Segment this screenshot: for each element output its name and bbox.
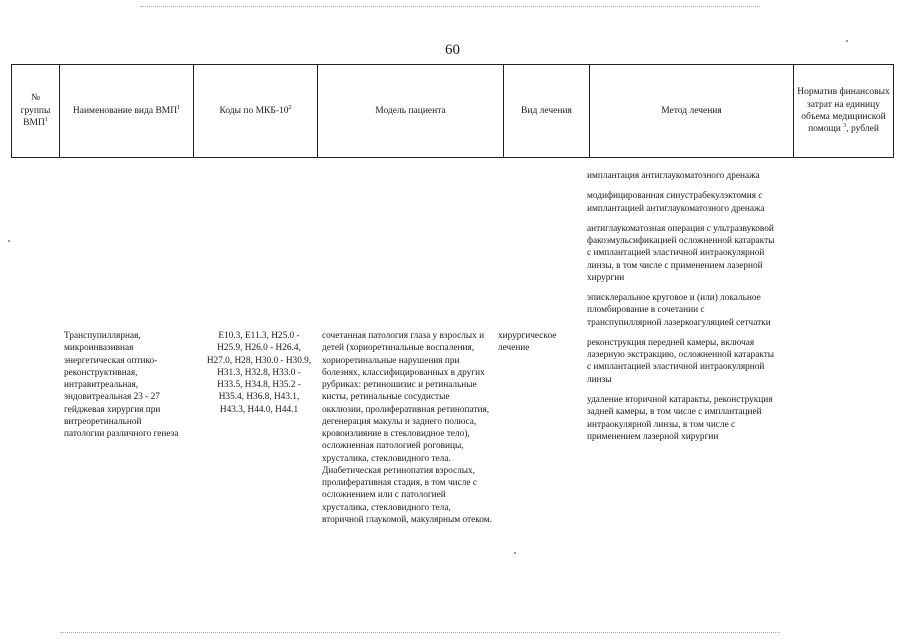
header-treatment-type: Вид лечения — [504, 65, 590, 158]
header-cost-norm: Норматив финансовых затрат на единицу объема медицинской помощи $^3$, рублей — [794, 65, 894, 158]
patient-model-cell: сочетанная патология глаза у взрослых и детей (хориоретинальные воспаления, хориоретинальные нарушения при болезнях, классифицированных в других рубриках: ретиношизис и ретинальные кисты, ретинальные сосудистые окклюзии, пролиферативная ретинопатия, дегенерация макулы и заднего полюса, кровоизлияние в стекловидное тело), осложненная патологией роговицы, хрусталика, стекловидного тела. Диабетическая ретинопатия взрослых, пролиферативная стадия, в том числе с осложнением или с патологией хрусталика, стекловидного тела, вторичной глаукомой, макулярным отеком. — [322, 331, 492, 525]
method-item: удаление вторичной катаракты, реконструкция задней камеры, в том числе с имплантацией интраокулярной линзы, в том числе с применением лазерной хирургии — [587, 394, 773, 442]
scan-artifact-bottom — [60, 632, 780, 633]
header-patient-model: Модель пациента — [318, 65, 504, 158]
header-treatment-method: Метод лечения — [590, 65, 794, 158]
method-item: эписклеральное круговое и (или) локальное пломбирование в сочетании с транспупиллярной лазеркоагуляцией сетчатки — [587, 293, 771, 328]
table-header — [11, 64, 894, 158]
vmp-name-cell: Транспупиллярная, микроинвазивная энергетическая оптико-реконструктивная, интравитреальная, эндовитреальная 23 - 27 гейджевая хирургия при витреоретинальной патологии различного генеза — [64, 331, 179, 440]
scan-dot — [514, 552, 516, 554]
scan-dot — [8, 240, 10, 242]
treatment-type-cell: хирургическое лечение — [498, 331, 557, 354]
header-icd-codes: Коды по МКБ-$10^2$ — [194, 65, 318, 158]
method-item: имплантация антиглаукоматозного дренажа — [587, 171, 760, 181]
icd-codes-cell: E10.3, E11.3, H25.0 - H25.9, H26.0 - H26.4, H27.0, H28, H30.0 - H30.9, H31.3, H32.8, H33.0 - H33.5, H34.8, H35.2 - H35.4, H36.8, H43.1, H43.3, H44.0, H44.1 — [206, 331, 312, 415]
page-number: 60 — [445, 42, 460, 58]
header-group-no: № группы ВМП$^1$ — [12, 65, 60, 158]
treatment-method-cell — [587, 170, 779, 451]
method-item: реконструкция передней камеры, включая лазерную экстракцию, осложненной катаракты с имплантацией эластичной интраокулярной линзы — [587, 337, 775, 385]
header-vmp-name: Наименование вида ВМП$^1$ — [60, 65, 194, 158]
method-item: антиглаукоматозная операция с ультразвуковой факоэмульсификацией осложненной катаракты с имплантацией эластичной интраокулярной линзы, в том числе с применением лазерной хирургии — [587, 223, 775, 283]
method-item: модифицированная синустрабекулэктомия с имплантацией антиглаукоматозного дренажа — [587, 191, 765, 214]
scan-artifact-top — [140, 6, 760, 7]
